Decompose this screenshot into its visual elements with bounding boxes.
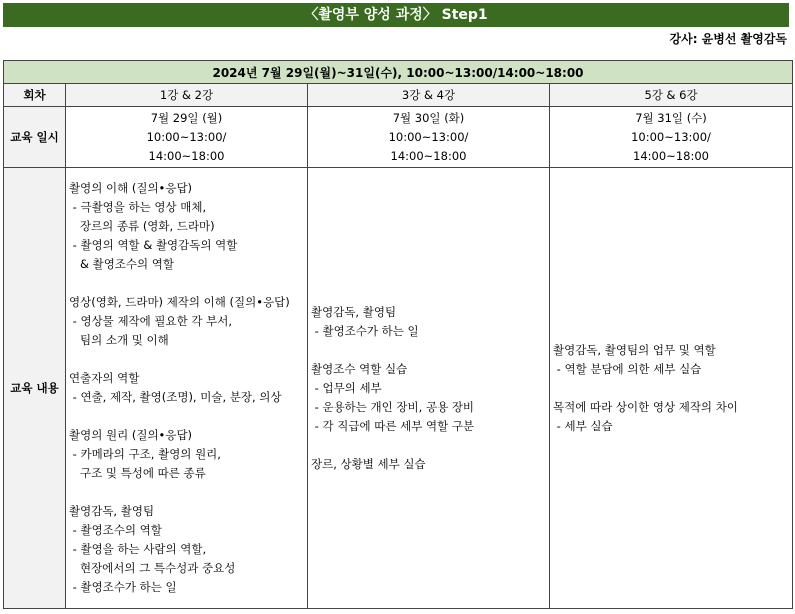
session-2-date [308, 107, 550, 168]
session-2-name: 3강 & 4강 [308, 84, 550, 107]
date-row [4, 107, 793, 168]
time-line-am: 10:00~13:00/ [388, 129, 469, 144]
session-row [4, 84, 793, 107]
time-line-pm: 14:00~18:00 [390, 148, 467, 163]
date-line: 7월 31일 (수) [635, 110, 707, 125]
page-title: 〈촬영부 양성 과정〉 Step1 [3, 3, 789, 27]
time-line-am: 10:00~13:00/ [146, 129, 227, 144]
content-row [4, 168, 793, 609]
session-1-date [66, 107, 308, 168]
session-1-content: 촬영의 이해 (질의•응답) - 극촬영을 하는 영상 매체, 장르의 종류 (영화, 드라마) - 촬영의 역할 & 촬영감독의 역할 & 촬영조수의 역할 영상(영화, 드라마) 제작의 이해 (질의•응답) - 영상물 제작에 필요한 각 부서, 팀의 소개 및 이해 연출자의 역할 - 연출, 제작, 촬영(조명), 미술, 분장, 의상 촬영의 원리 (질의•응답) - 카메라의 구조, 촬영의 원리, 구조 및 특성에 따른 종류 촬영감독, 촬영팀 - 촬영조수의 역할 - 촬영을 하는 사람의 역할, 현장에서의 그 특수성과 중요성 - 촬영조수가 하는 일 [66, 168, 308, 609]
instructor-label: 강사: 윤병선 촬영감독 [669, 32, 787, 46]
session-3-name: 5강 & 6강 [550, 84, 793, 107]
session-2-content: 촬영감독, 촬영팀 - 촬영조수가 하는 일 촬영조수 역할 실습 - 업무의 세부 - 운용하는 개인 장비, 공용 장비 - 각 직급에 따른 세부 역할 구분 장르, 상황별 세부 실습 [308, 168, 550, 609]
content-label: 교육 내용 [4, 168, 66, 609]
header-date: 2024년 7월 29일(월)~31일(수), 10:00~13:00/14:00~18:00 [4, 61, 793, 84]
time-line-am: 10:00~13:00/ [631, 129, 711, 144]
schedule-table [3, 60, 793, 609]
date-header-row [4, 61, 793, 84]
time-line-pm: 14:00~18:00 [148, 148, 225, 163]
date-label: 교육 일시 [4, 107, 66, 168]
session-3-date [550, 107, 793, 168]
date-line: 7월 29일 (월) [150, 110, 223, 125]
session-1-name: 1강 & 2강 [66, 84, 308, 107]
time-line-pm: 14:00~18:00 [633, 148, 709, 163]
session-3-content: 촬영감독, 촬영팀의 업무 및 역할 - 역할 분담에 의한 세부 실습 목적에 따라 상이한 영상 제작의 차이 - 세부 실습 [550, 168, 793, 609]
date-line: 7월 30일 (화) [392, 110, 465, 125]
session-label: 회차 [4, 84, 66, 107]
